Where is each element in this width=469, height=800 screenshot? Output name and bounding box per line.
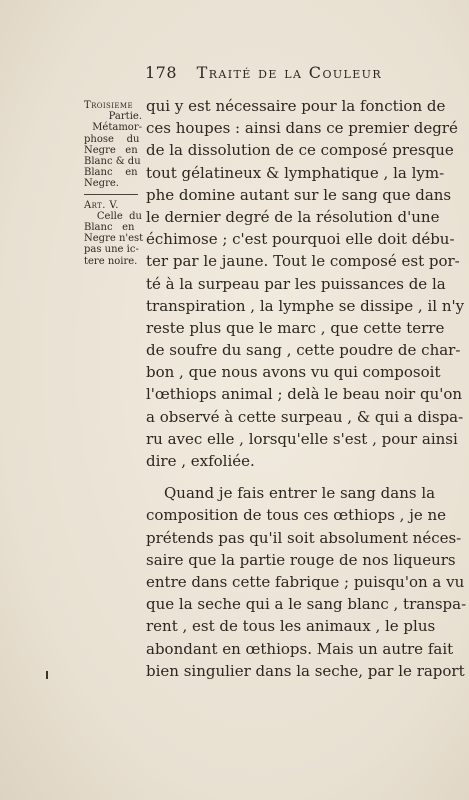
text-line: phe domine autant sur le sang que dans [146, 185, 452, 204]
text-line: l'œthiops animal ; delà le beau noir qu'on [146, 385, 463, 404]
margin-note: phose du [84, 133, 140, 145]
text-line: tout gélatineux & lymphatique , la lym- [146, 163, 445, 182]
text-line: Quand je fais entrer le sang dans la [164, 484, 436, 503]
text-line: abondant en œthiops. Mais un autre fait [146, 639, 454, 658]
text-line: transpiration , la lymphe se dissipe , il n'y [146, 296, 465, 315]
margin-note: Blanc en [84, 167, 138, 179]
ink-mark [46, 671, 48, 679]
page-header [145, 63, 395, 85]
running-title: Traité de la Couleur [196, 63, 383, 82]
text-line: saire que la partie rouge de nos liqueurs [146, 550, 456, 569]
text-line: de soufre du sang , cette poudre de char- [146, 341, 461, 360]
text-line: ter par le jaune. Tout le composé est por- [146, 252, 460, 271]
text-line: a observé à cette surpeau , & qui a dispa- [146, 407, 464, 426]
text-line: qui y est nécessaire pour la fonction de [146, 97, 446, 115]
text-line: que la seche qui a le sang blanc , transpa- [146, 595, 467, 614]
text-line: prétends pas qu'il soit absolument néces- [146, 528, 462, 547]
text-line: le dernier degré de la résolution d'une [146, 207, 440, 226]
text-line: rent , est de tous les animaux , le plus [146, 617, 436, 636]
paragraph-gap [146, 472, 434, 482]
text-line: bien singulier dans la seche, par le raport [146, 661, 465, 680]
text-line: bon , que nous avons vu qui composoit [146, 363, 441, 382]
margin-note: Blanc & du [84, 156, 141, 168]
margin-note: Celle du [96, 210, 142, 222]
margin-notes [84, 100, 142, 267]
margin-note: pas une ic- [84, 244, 139, 256]
margin-note: Negre en [84, 144, 138, 156]
margin-note: Negre. [84, 178, 119, 190]
text-line: échimose ; c'est pourquoi elle doit débu- [146, 230, 455, 249]
margin-note: tere noire. [84, 255, 138, 267]
text-line: de la dissolution de ce composé presque [146, 141, 454, 160]
margin-note: Art. V. [84, 199, 119, 211]
text-line: reste plus que le marc , que cette terre [146, 318, 445, 337]
margin-note: Troisieme [84, 100, 133, 111]
text-line: entre dans cette fabrique ; puisqu'on a vu [146, 572, 465, 591]
text-line: ru avec elle , lorsqu'elle s'est , pour ainsi [146, 429, 458, 448]
margin-note: Blanc en [84, 222, 135, 234]
margin-divider [84, 194, 138, 195]
text-line: ces houpes : ainsi dans ce premier degré [146, 119, 458, 138]
text-line: composition de tous ces œthiops , je ne [146, 506, 447, 525]
text-line: dire , exfoliée. [146, 452, 255, 470]
margin-note: Negre n'est [84, 233, 144, 245]
margin-note: Métamor- [92, 122, 142, 134]
body-text [146, 95, 467, 682]
page-number: 178 [145, 63, 178, 82]
margin-note: Partie. [108, 111, 142, 123]
text-line: té à la surpeau par les puissances de la [146, 274, 446, 293]
